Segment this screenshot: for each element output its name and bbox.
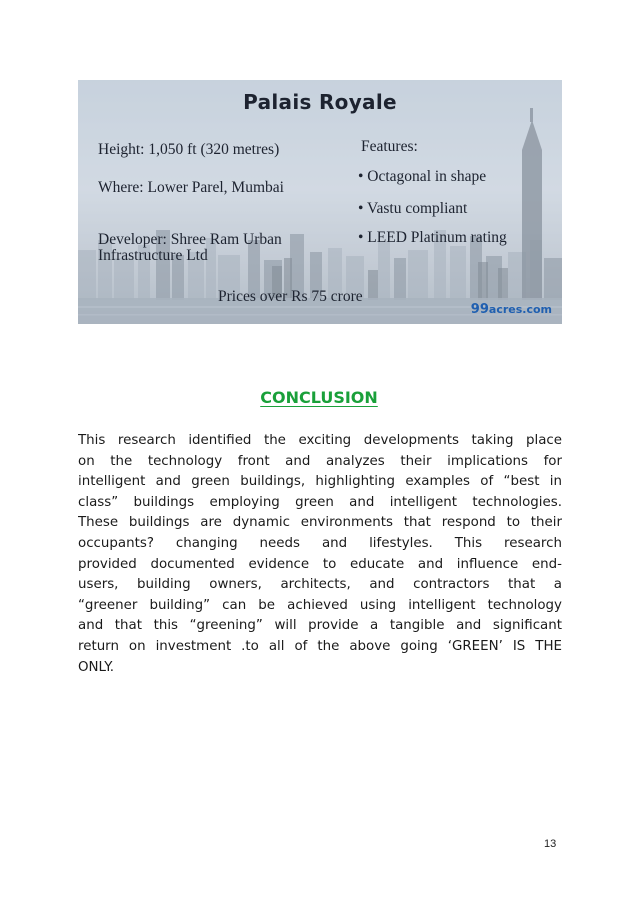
banner-feature-item: • Octagonal in shape <box>358 168 487 185</box>
paragraph-line: provided documented evidence to educate and influence end- <box>78 556 562 572</box>
paragraph-line: and that this “greening” will provide a tangible and significant <box>78 618 562 634</box>
paragraph-line: return on investment .to all of the above going ‘GREEN’ IS THE <box>78 638 562 654</box>
paragraph-line: users, building owners, architects, and contractors that a <box>78 577 562 593</box>
paragraph-line: class” buildings employing green and intelligent technologies. <box>78 494 562 510</box>
banner-height: Height: 1,050 ft (320 metres) <box>98 141 280 158</box>
banner-title: Palais Royale <box>243 90 397 114</box>
paragraph-line: on the technology front and analyzes their implications for <box>78 453 562 469</box>
banner-features-heading: Features: <box>361 138 418 155</box>
banner-developer-line-1: Developer: Shree Ram Urban <box>98 231 282 248</box>
banner-feature-item: • Vastu compliant <box>358 200 468 217</box>
banner-feature-item: • LEED Platinum rating <box>358 229 507 246</box>
paragraph-line: occupants? changing needs and lifestyles. This research <box>78 535 562 551</box>
paragraph-line: intelligent and green buildings, highlighting examples of “best in <box>78 474 562 490</box>
banner-location: Where: Lower Parel, Mumbai <box>98 179 284 196</box>
banner-prices: Prices over Rs 75 crore <box>218 288 363 305</box>
banner-developer-line-2: Infrastructure Ltd <box>98 247 208 264</box>
paragraph-line: This research identified the exciting developments taking place <box>78 433 562 448</box>
palais-royale-banner-image <box>78 80 562 324</box>
conclusion-paragraph <box>78 431 562 678</box>
paragraph-line: These buildings are dynamic environments that respond to their <box>78 515 562 531</box>
section-heading: CONCLUSION <box>260 388 378 407</box>
paragraph-line: ONLY. <box>78 659 114 675</box>
page-number: 13 <box>544 838 557 850</box>
watermark-logo: 99acres.com <box>470 302 552 317</box>
paragraph-line: “greener building” can be achieved using intelligent technology <box>78 597 562 613</box>
